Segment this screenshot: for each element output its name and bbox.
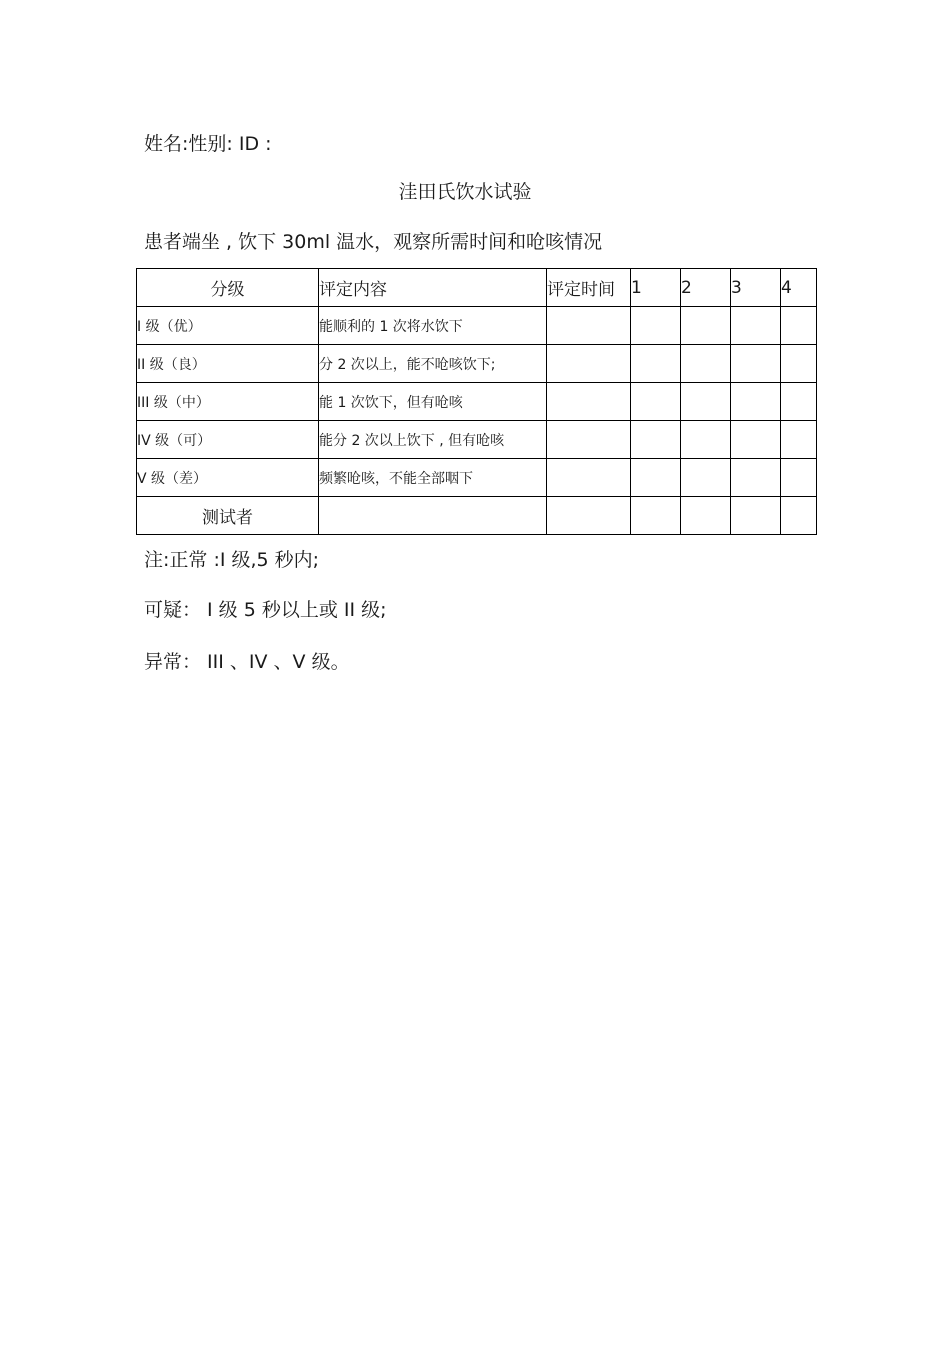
trial-cell-4[interactable] — [781, 345, 817, 383]
trial-cell-1[interactable] — [631, 459, 681, 497]
trial-cell-2[interactable] — [681, 383, 731, 421]
trial-cell-4[interactable] — [781, 459, 817, 497]
trial-cell-3[interactable] — [731, 345, 781, 383]
time-cell[interactable] — [547, 459, 631, 497]
time-cell[interactable] — [547, 383, 631, 421]
grade-cell: IV 级（可） — [137, 421, 319, 459]
header-time: 评定时间 — [547, 269, 631, 307]
trial-cell-2[interactable] — [681, 345, 731, 383]
table-header-row — [137, 269, 817, 307]
trial-cell-1[interactable] — [631, 421, 681, 459]
note-suspicious: 可疑： I 级 5 秒以上或 II 级; — [144, 599, 387, 621]
grade-cell: II 级（良） — [137, 345, 319, 383]
note-abnormal: 异常： III 、IV 、V 级。 — [144, 651, 350, 673]
trial-cell-3[interactable] — [731, 421, 781, 459]
note-normal: 注:正常 :I 级,5 秒内; — [144, 549, 320, 571]
header-grade: 分级 — [137, 269, 319, 307]
grading-table — [136, 268, 817, 535]
tester-cell-2[interactable] — [681, 497, 731, 535]
content-cell: 频繁呛咳，不能全部咽下 — [319, 459, 547, 497]
content-cell: 能顺利的 1 次将水饮下 — [319, 307, 547, 345]
trial-cell-4[interactable] — [781, 383, 817, 421]
time-cell[interactable] — [547, 307, 631, 345]
content-cell: 能分 2 次以上饮下 , 但有呛咳 — [319, 421, 547, 459]
tester-cell-4[interactable] — [781, 497, 817, 535]
table-row — [137, 421, 817, 459]
time-cell[interactable] — [547, 421, 631, 459]
patient-info-line: 姓名:性别: ID : — [144, 133, 272, 155]
header-col-3: 3 — [731, 269, 781, 307]
trial-cell-2[interactable] — [681, 421, 731, 459]
grade-cell: I 级（优） — [137, 307, 319, 345]
tester-name-cell[interactable] — [319, 497, 547, 535]
header-content: 评定内容 — [319, 269, 547, 307]
table-row — [137, 345, 817, 383]
header-col-2: 2 — [681, 269, 731, 307]
trial-cell-3[interactable] — [731, 383, 781, 421]
trial-cell-2[interactable] — [681, 307, 731, 345]
table-row — [137, 307, 817, 345]
table-row — [137, 459, 817, 497]
trial-cell-3[interactable] — [731, 307, 781, 345]
tester-cell-3[interactable] — [731, 497, 781, 535]
trial-cell-4[interactable] — [781, 421, 817, 459]
header-col-1: 1 — [631, 269, 681, 307]
grade-cell: III 级（中） — [137, 383, 319, 421]
trial-cell-1[interactable] — [631, 307, 681, 345]
trial-cell-1[interactable] — [631, 383, 681, 421]
trial-cell-3[interactable] — [731, 459, 781, 497]
tester-row — [137, 497, 817, 535]
content-cell: 能 1 次饮下，但有呛咳 — [319, 383, 547, 421]
tester-label: 测试者 — [137, 497, 319, 535]
table-row — [137, 383, 817, 421]
trial-cell-2[interactable] — [681, 459, 731, 497]
document-title: 洼田氏饮水试验 — [398, 181, 532, 203]
time-cell[interactable] — [547, 345, 631, 383]
tester-time-cell[interactable] — [547, 497, 631, 535]
trial-cell-1[interactable] — [631, 345, 681, 383]
content-cell: 分 2 次以上，能不呛咳饮下; — [319, 345, 547, 383]
trial-cell-4[interactable] — [781, 307, 817, 345]
header-col-4: 4 — [781, 269, 817, 307]
test-instruction: 患者端坐 , 饮下 30ml 温水，观察所需时间和呛咳情况 — [144, 231, 603, 253]
tester-cell-1[interactable] — [631, 497, 681, 535]
grade-cell: V 级（差） — [137, 459, 319, 497]
